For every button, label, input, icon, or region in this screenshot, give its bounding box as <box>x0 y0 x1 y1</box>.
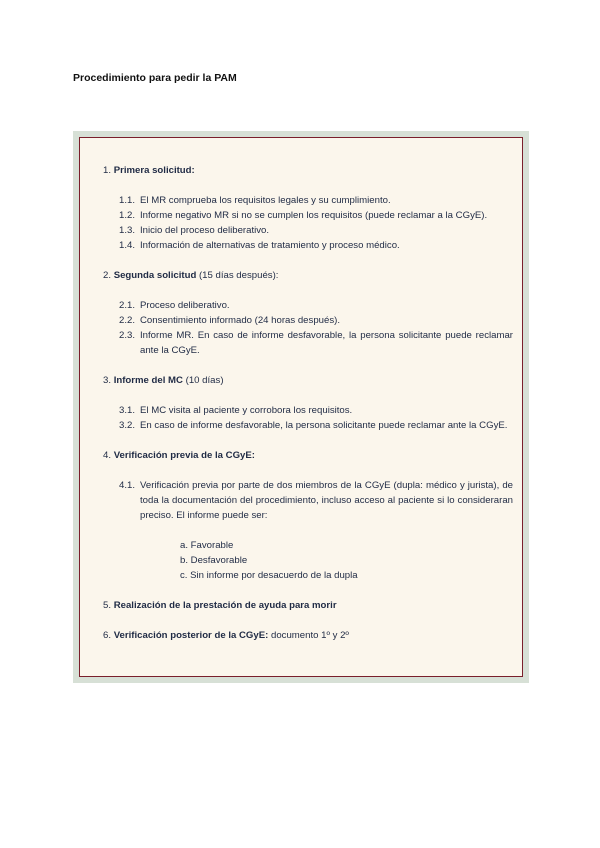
section-title: Informe del MC <box>113 375 183 386</box>
section-number: 5. <box>103 600 112 611</box>
option-item: c. Sin informe por desacuerdo de la dupla <box>180 570 358 581</box>
list-item: 2.3. Informe MR. En caso de informe desfavorable, la persona solicitante puede reclamar ante la CGyE. <box>119 330 513 356</box>
section-2-list <box>103 298 513 358</box>
section-title: Primera solicitud: <box>113 165 195 176</box>
section-title: Verificación posterior de la CGyE: <box>113 630 269 641</box>
section-6-heading <box>103 628 513 643</box>
section-4-heading <box>103 448 513 463</box>
page-title: Procedimiento para pedir la PAM <box>73 72 237 84</box>
section-3-heading <box>103 373 513 388</box>
list-item: 1.3. Inicio del proceso deliberativo. <box>119 225 270 236</box>
list-item: 4.1. Verificación previa por parte de dos miembros de la CGyE (dupla: médico y jurista), de toda la documentación del procedimiento, incluso acceso al paciente si lo consideraran preciso. El informe puede ser: <box>119 480 513 521</box>
procedure-content <box>103 163 513 643</box>
procedure-box <box>73 131 529 683</box>
option-item: a. Favorable <box>180 540 234 551</box>
list-item: 2.1. Proceso deliberativo. <box>119 300 230 311</box>
section-number: 1. <box>103 165 112 176</box>
list-item: 1.1. El MR comprueba los requisitos legales y su cumplimiento. <box>119 195 391 206</box>
section-number: 3. <box>103 375 112 386</box>
list-item: 2.2. Consentimiento informado (24 horas después). <box>119 315 340 326</box>
list-item: 1.2. Informe negativo MR si no se cumplen los requisitos (puede reclamar a la CGyE). <box>119 210 488 221</box>
section-number: 4. <box>103 450 112 461</box>
section-title: Segunda solicitud <box>113 270 197 281</box>
section-number: 6. <box>103 630 112 641</box>
section-2-heading <box>103 268 513 283</box>
section-title: Realización de la prestación de ayuda para morir <box>113 600 337 611</box>
list-item: 1.4. Información de alternativas de tratamiento y proceso médico. <box>119 240 400 251</box>
section-1-heading <box>103 163 513 178</box>
verification-options-list <box>103 538 513 583</box>
section-extra: (10 días) <box>182 375 224 386</box>
list-item: 3.2. En caso de informe desfavorable, la persona solicitante puede reclamar ante la CGyE. <box>119 420 508 431</box>
section-title: Verificación previa de la CGyE: <box>113 450 255 461</box>
section-5-heading <box>103 598 513 613</box>
section-1-list <box>103 193 513 253</box>
section-extra: documento 1º y 2º <box>268 630 349 641</box>
section-4-list <box>103 478 513 523</box>
section-number: 2. <box>103 270 112 281</box>
section-extra: (15 días después): <box>196 270 279 281</box>
procedure-box-inner <box>79 137 523 677</box>
option-item: b. Desfavorable <box>180 555 248 566</box>
section-3-list <box>103 403 513 433</box>
list-item: 3.1. El MC visita al paciente y corrobora los requisitos. <box>119 405 353 416</box>
